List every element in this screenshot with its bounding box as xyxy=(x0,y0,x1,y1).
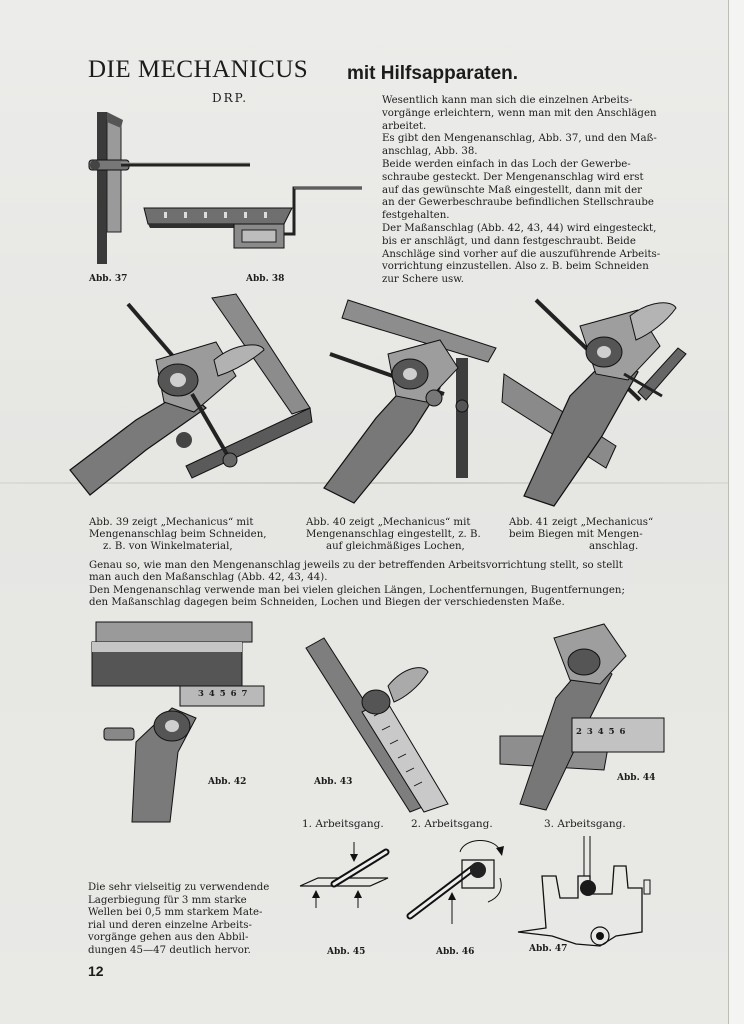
caption-abb39 xyxy=(89,517,289,554)
intro-line: festgehalten. xyxy=(382,210,450,222)
intro-line: Anschläge sind vorher auf die auszuführende Arbeits- xyxy=(382,248,661,260)
intro-line: vorrichtung einzustellen. Also z. B. beim Schneiden xyxy=(382,261,649,273)
figure-abb47-step3 xyxy=(516,836,656,948)
intro-line: auf das gewünschte Maß eingestellt, dann mit der xyxy=(382,184,642,196)
figure-abb42-measure-cutting xyxy=(92,622,267,822)
ruler-scale-abb44: 2 3 4 5 6 xyxy=(576,727,627,737)
figure-abb38-measure-stop xyxy=(142,180,367,260)
caption-line: beim Biegen mit Mengen- xyxy=(509,529,643,541)
figure-abb45-step1 xyxy=(298,840,398,912)
paragraph-line: den Maßanschlag dagegen beim Schneiden, Lochen und Biegen der verschiedensten Maße. xyxy=(89,597,565,609)
caption-abb41 xyxy=(509,517,669,554)
intro-line: bis er anschlägt, und dann festgeschraubt. Beide xyxy=(382,235,636,247)
paragraph-line: man auch den Maßanschlag (Abb. 42, 43, 44). xyxy=(89,572,328,584)
caption-line: Mengenanschlag beim Schneiden, xyxy=(89,529,267,541)
bottom-line: vorgänge gehen aus den Abbil- xyxy=(88,932,249,944)
middle-paragraph xyxy=(89,560,664,610)
caption-line: z. B. von Winkelmaterial, xyxy=(103,541,233,553)
intro-line: vorgänge erleichtern, wenn man mit den Anschlägen xyxy=(382,107,657,119)
figure-label-abb47: Abb. 47 xyxy=(529,944,568,954)
figure-label-abb42: Abb. 42 xyxy=(208,777,247,787)
paragraph-line: Genau so, wie man den Mengenanschlag jeweils zu der betreffenden Arbeitsvorrichtung stellt, so stellt xyxy=(89,560,623,571)
bottom-line: Lagerbiegung für 3 mm starke xyxy=(88,894,247,906)
caption-line: Abb. 40 zeigt „Mechanicus“ mit xyxy=(306,517,471,528)
figure-abb40-punching xyxy=(316,298,501,503)
figure-abb46-step2 xyxy=(404,836,508,926)
caption-line: anschlag. xyxy=(589,541,639,553)
step-3-label: 3. Arbeitsgang. xyxy=(544,818,626,830)
ruler-scale-abb42: 3 4 5 6 7 xyxy=(198,689,249,699)
figure-label-abb45: Abb. 45 xyxy=(327,947,366,957)
figure-abb41-bending xyxy=(500,296,690,506)
bottom-line: Wellen bei 0,5 mm starkem Mate- xyxy=(88,907,263,919)
patent-mark: DRP. xyxy=(212,91,249,105)
figure-label-abb43: Abb. 43 xyxy=(314,777,353,787)
figure-label-abb37: Abb. 37 xyxy=(89,274,128,284)
intro-line: schraube gesteckt. Der Mengenanschlag wird erst xyxy=(382,171,644,183)
intro-line: arbeitet. xyxy=(382,120,427,132)
bottom-paragraph xyxy=(88,882,274,958)
intro-line: zur Schere usw. xyxy=(382,274,464,286)
intro-line: an der Gewerbeschraube befindlichen Stellschraube xyxy=(382,197,654,209)
step-1-label: 1. Arbeitsgang. xyxy=(302,818,384,830)
caption-abb40 xyxy=(306,517,506,554)
bottom-line: rial und deren einzelne Arbeits- xyxy=(88,919,252,931)
page-edge xyxy=(728,0,744,1024)
intro-paragraph xyxy=(382,95,664,287)
caption-line: Mengenanschlag eingestellt, z. B. xyxy=(306,529,481,541)
figure-label-abb38: Abb. 38 xyxy=(246,274,285,284)
bottom-line: dungen 45—47 deutlich hervor. xyxy=(88,944,251,956)
page-subtitle: mit Hilfsapparaten. xyxy=(347,63,519,84)
caption-line: Abb. 41 zeigt „Mechanicus“ xyxy=(509,517,654,528)
bottom-line: Die sehr vielseitig zu verwendende xyxy=(88,882,270,893)
figure-label-abb46: Abb. 46 xyxy=(436,947,475,957)
caption-line: Abb. 39 zeigt „Mechanicus“ mit xyxy=(89,517,254,528)
page-number: 12 xyxy=(88,963,104,979)
paragraph-line: Den Mengenanschlag verwende man bei vielen gleichen Längen, Lochentfernungen, Bugentfernungen; xyxy=(89,584,625,596)
intro-line: Beide werden einfach in das Loch der Gewerbe- xyxy=(382,158,631,170)
intro-line: Wesentlich kann man sich die einzelnen Arbeits- xyxy=(382,95,633,106)
intro-line: anschlag, Abb. 38. xyxy=(382,146,478,158)
step-2-label: 2. Arbeitsgang. xyxy=(411,818,493,830)
figure-label-abb44: Abb. 44 xyxy=(617,773,656,783)
caption-line: auf gleichmäßiges Lochen, xyxy=(326,541,465,553)
figure-abb39-cutting-angle xyxy=(66,290,316,505)
intro-line: Der Maßanschlag (Abb. 42, 43, 44) wird eingesteckt, xyxy=(382,222,657,234)
intro-line: Es gibt den Mengenanschlag, Abb. 37, und den Maß- xyxy=(382,133,657,145)
page-title: DIE MECHANICUS xyxy=(88,56,309,83)
